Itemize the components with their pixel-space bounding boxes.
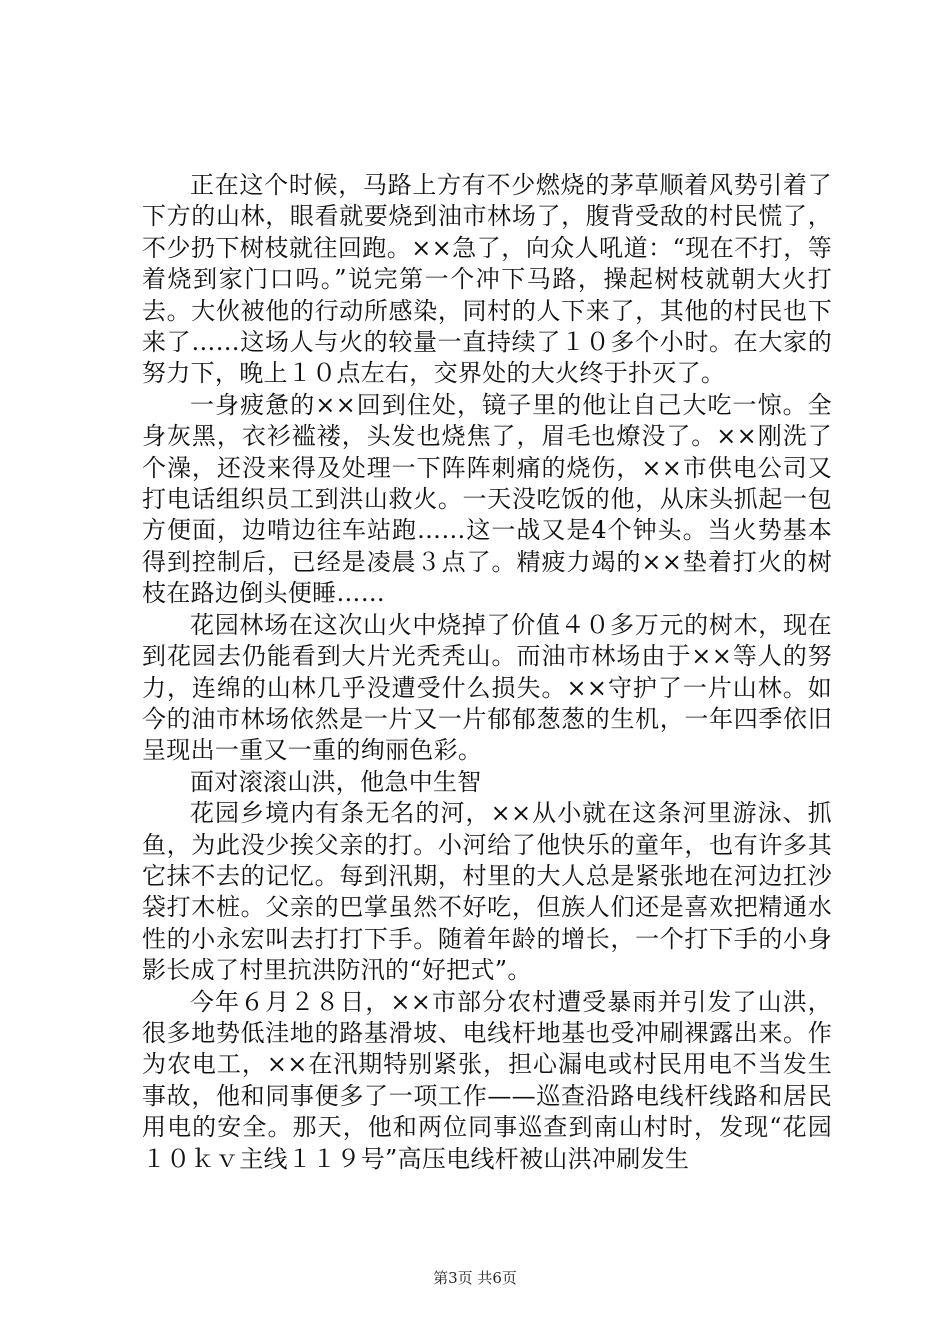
paragraph-2: 一身疲惫的××回到住处，镜子里的他让自己大吃一惊。全身灰黑，衣衫褴褛，头发也烧焦了，眉毛也燎没了。××刚洗了个澡，还没来得及处理一下阵阵刺痛的烧伤，××市供电公司又打电话组织员工到洪山救火。一天没吃饭的他，从床头抓起一包方便面，边啃边往车站跑……这一战又是4个钟头。当火势基本得到控制后，已经是凌晨３点了。精疲力竭的××垫着打火的树枝在路边倒头便睡…… <box>142 390 832 608</box>
body-text <box>142 170 832 1175</box>
paragraph-4: 花园乡境内有条无名的河，××从小就在这条河里游泳、抓鱼，为此没少挨父亲的打。小河给了他快乐的童年，也有许多其它抹不去的记忆。每到汛期，村里的大人总是紧张地在河边扛沙袋打木桩。父亲的巴掌虽然不好吃，但族人们还是喜欢把精通水性的小永宏叫去打打下手。随着年龄的增长，一个打下手的小身影长成了村里抗洪防汛的“好把式”。 <box>142 799 832 985</box>
paragraph-1: 正在这个时候，马路上方有不少燃烧的茅草顺着风势引着了下方的山林，眼看就要烧到油市林场了，腹背受敌的村民慌了，不少扔下树枝就往回跑。××急了，向众人吼道：“现在不打，等着烧到家门口吗。”说完第一个冲下马路，操起树枝就朝大火打去。大伙被他的行动所感染，同村的人下来了，其他的村民也下来了……这场人与火的较量一直持续了１０多个小时。在大家的努力下，晚上１０点左右，交界处的大火终于扑灭了。 <box>142 171 832 388</box>
page-footer: 第3页 共6页 <box>433 1269 517 1287</box>
paragraph-5: 今年６月２８日，××市部分农村遭受暴雨并引发了山洪，很多地势低洼地的路基滑坡、电线杆地基也受冲刷裸露出来。作为农电工，××在汛期特别紧张，担心漏电或村民用电不当发生事故，他和同事便多了一项工作——巡查沿路电线杆线路和居民用电的安全。那天，他和两位同事巡查到南山村时，发现“花园１０ｋｖ主线１１９号”高压电线杆被山洪冲刷发生 <box>142 987 832 1173</box>
section-heading: 面对滚滚山洪，他急中生智 <box>190 767 482 796</box>
paragraph-3: 花园林场在这次山火中烧掉了价值４０多万元的树木，现在到花园去仍能看到大片光秃秃山。而油市林场由于××等人的努力，连绵的山林几乎没遭受什么损失。××守护了一片山林。如今的油市林场依然是一片又一片郁郁葱葱的生机，一年四季依旧呈现出一重又一重的绚丽色彩。 <box>142 610 832 765</box>
